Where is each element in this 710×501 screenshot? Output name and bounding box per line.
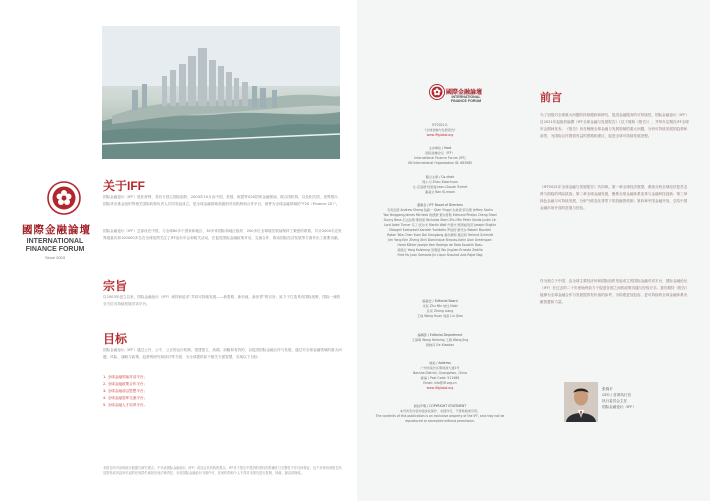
disclaimer-footnote: 本报告所引用的统计数据与研究观点，不代表国际金融论坛（IFF）或其会员机构的观点。IFF对于报告中提到的资料的准确性与完整性不作任何保证，也不对使用该报告所述资料或内容所引起的任何损失承担任何法律责任。未经国际金融论坛书面许可，任何机构和个人不得对本报告进行复制、转载、摘录或修改。	[103, 466, 342, 475]
preface-paragraph-2: 《IFF2021年全球金融与发展报告》共四章。第一章全球经济展望，系统分析全球经济复苏态势与面临的风险挑战；第二章全球金融发展，聚焦全球金融体系变革与金融科技创新；第三章绿色金融与可持续发展，分析气候变化背景下的投融资机制；第四章中国金融开放，总结中国金融市场开放的进展与经验。	[540, 185, 688, 210]
editorial-dept-line: 葛晓丹 Ge Xiaodan	[425, 343, 455, 347]
brand-name-en-small-line1: INTERNATIONAL	[451, 95, 481, 99]
editorial-board-line: 王焕 Wang Huan 刘茜 Liu Qian	[417, 314, 463, 318]
host-line: 国际金融论坛（IFF）	[425, 151, 455, 155]
signatory-title: CEO / 首席执行官	[602, 393, 632, 397]
report-title: 《全球金融与发展报告》	[422, 128, 458, 132]
editorial-board-line: 张亮 Zhang Liang	[426, 309, 454, 313]
preface-title: 前言	[540, 92, 562, 104]
goals-list-item: 4. 全球金融智库交流平台；	[103, 396, 148, 400]
copyright-line: 本刊所有内容均受版权保护，未经许可，不得转载或引用。	[399, 409, 481, 413]
co-chair-label: 联合主席 / Co-chair	[425, 175, 455, 179]
signatory-portrait	[564, 382, 598, 422]
city-skyline-image	[102, 26, 340, 159]
brand-since: Since 2003	[44, 255, 65, 260]
address-line: Email: info@iff.org.cn	[423, 381, 457, 385]
editorial-board-label: 编委会 / Editorial Board	[422, 299, 458, 303]
board-line: Yao Yanggong James Mirrlees 埃德蒙·费尔普斯 Edmund Phelps Cheng Siwei	[383, 213, 497, 217]
brand-name-cn-small: 國際金融論壇	[446, 89, 483, 96]
preface-paragraph-3: 作为独立于中国、由全球主要经济体和国际组织发起成立的国际金融对话平台，国际金融论坛（IFF）在过去的二十年里始终致力于促进各国之间的政策沟通与经验分享。我们期待《报告》能够为全球金融合作与发展提供有价值的参考，为构建更加包容、更可持续的全球金融体系贡献智慧和力量。	[540, 279, 689, 304]
goals-list-item: 5. 全球金融人才培养平台。	[103, 403, 148, 407]
signatory-name: 张晓平	[602, 387, 613, 391]
signatory-org: 国际金融论坛（IFF）	[602, 405, 636, 409]
address-line: www.iffglobal.org	[426, 386, 454, 390]
mission-text: 自2003年创立以来，国际金融论坛（IFF）秉持和追求“共同可持续发展——新思路、新价值、新世界”的宗旨，致力于打造具有国际视野、国际一流的全方位可持续发展对话平台。	[103, 295, 341, 306]
board-line: Sunny Bess 尼古拉斯·斯特恩 Nicholas Stern Zhu Min Peter Sands Justin Lin	[383, 218, 497, 222]
host-label: 主办单位 / Host	[428, 146, 452, 150]
board-line: Lord Adair Turner 马丁·沃尔夫 Martin Wolf 约瑟夫·斯蒂格利茨 Joseph Stiglitz	[384, 223, 496, 227]
signature-block	[602, 386, 636, 410]
report-year: IFF2021年	[432, 123, 448, 127]
host-line: International Finance Forum (IFF)	[414, 156, 466, 160]
co-chair-line: 让-克洛德·特里谢 Jean-Claude Trichet	[412, 185, 468, 189]
right-page	[522, 0, 710, 501]
copyright-line: reproduced or excerpted without permission.	[405, 419, 475, 423]
co-chair-line: 潘基文 Ban Ki-moon	[425, 190, 455, 194]
signatory-role: 执行委员会主任	[602, 399, 628, 403]
goals-list-item: 2. 全球金融政策合作平台；	[103, 382, 148, 386]
board-line: 杨凯生 Yang Kaisheng 吴敬琏 Wu Jinglian Ernesto Zedillo	[397, 248, 483, 252]
iff-seal-logo	[47, 181, 81, 219]
goals-list-item: 1. 全球金融领袖对话平台；	[103, 375, 148, 379]
brand-name-en-line2: FINANCE FORUM	[25, 246, 85, 253]
iff-seal-logo-small	[429, 84, 445, 104]
board-line: Fred Hu Juan Somavia Jin Liqun Shaukat Aziz Rajat Nag	[397, 253, 483, 257]
brand-name-cn: 國際金融論壇	[22, 224, 91, 236]
editorial-dept-label: 编辑部 / Editorial Department	[417, 333, 463, 337]
goals-intro: 国际金融论坛（IFF）通过公开、公平、公正的运行机制，搭建独立、高端、前瞻和有效的、以促进国际金融合作与发展、通过对全球金融领域的重大问题、风险、战略与政策、趋势的研究和探讨等方面，为全球提供如下相关方面智慧，实现以下目标：	[103, 348, 342, 359]
brand-name-en-line1: INTERNATIONAL	[26, 238, 84, 245]
board-line: Horst Köhler Joseph Yam Rodrigo de Rato Kaushik Basu	[397, 243, 483, 247]
board-line: 韦奇伍德 Andrew Sheng 钱颖一 Qian Yingyi 杰弗里·萨克斯 Jeffrey Sachs	[387, 208, 493, 212]
address-line: 广州市南沙区明珠湾大道1号	[420, 366, 460, 370]
preface-paragraph-1: 为了加强对全球重大问题的持续跟踪和研究，促进金融服务的可持续性，国际金融论坛（IFF）自2021年起组织编撰《IFF全球金融与发展报告》（以下简称《报告》），并每年定期在IFF全球年会期间发布。《报告》旨在梳理全球金融与发展领域的重大问题，分析可持续发展的趋势和前景，为国际合作提供有益的思路和建议，促进全球可持续发展进程。	[540, 113, 689, 138]
about-paragraph-2: 国际金融论坛（IFF）总部设在中国，与全球80多个国家和地区、30多家国际和地区组织、200多位全球财经领袖保持了紧密的联系，共计2000名在世界级嘉宾和100000多名在全球范围关注了IFF论坛年会和相关活动，在促进国际金融政策对话、交流合作、推动国际经济发展等方面作出了重要贡献。	[103, 229, 342, 240]
goals-title: 目标	[103, 332, 128, 346]
board-line: Ratan Tata Chen Yuan Dai Xianglong 赫尔穆特·施密特 Helmut Schmidt	[387, 233, 493, 237]
board-label: 董事会 / IFF Board of Directors	[417, 203, 463, 207]
address-line: Nansha District, Guangzhou, China	[412, 371, 468, 375]
about-paragraph-1: 国际金融论坛（IFF）是非营利、非官方独立国际组织，2003年10月由中国、美国、欧盟等G20国家金融领袖、联合国机构、以及相关国、世界银行、国际货币基金组织等相关国际机构负责人共同发起成立，是全球金融领域高级别对话机制和合作平台，被誉为全球金融领域的“F20（Finance 20）”。	[103, 195, 342, 206]
goals-list	[103, 374, 343, 409]
board-line: Obiageli Ezekwesili Kandeh Yumkella 罗伯特·蒙代尔 Robert Mundell	[389, 228, 491, 232]
address-label: 地址 / Address	[429, 361, 451, 365]
editorial-dept-line: 王海明 Wang Haiming 王婧 Wang Jing	[411, 338, 469, 342]
address-line: 邮编 / Post Code: 511466	[420, 376, 460, 380]
brand-name-en-small-line2: FINANCE FORUM	[450, 99, 482, 103]
board-line: Jim Yong Kim Zheng Xinli Dominique Strauss-Kahn Alan Greenspan	[388, 238, 492, 242]
goals-list-item: 3. 全球金融前沿思想平台；	[103, 389, 148, 393]
editorial-board-line: 朱民 Zhu Min 纳比 Nabi	[422, 304, 458, 308]
report-website: www.iffglobal.org	[426, 133, 454, 137]
copyright-label: 版权声明 / COPYRIGHT STATEMENT	[413, 404, 467, 408]
host-line: UN International Organization ID: 663980	[407, 161, 473, 165]
co-chair-line: 周小川 Zhou Xiaochuan	[422, 180, 458, 184]
mission-title: 宗旨	[103, 279, 128, 293]
copyright-line: The contents of this publication is an exclusive property of the IFF, and may not be	[375, 414, 505, 418]
about-title: 关于IFF	[103, 179, 145, 193]
